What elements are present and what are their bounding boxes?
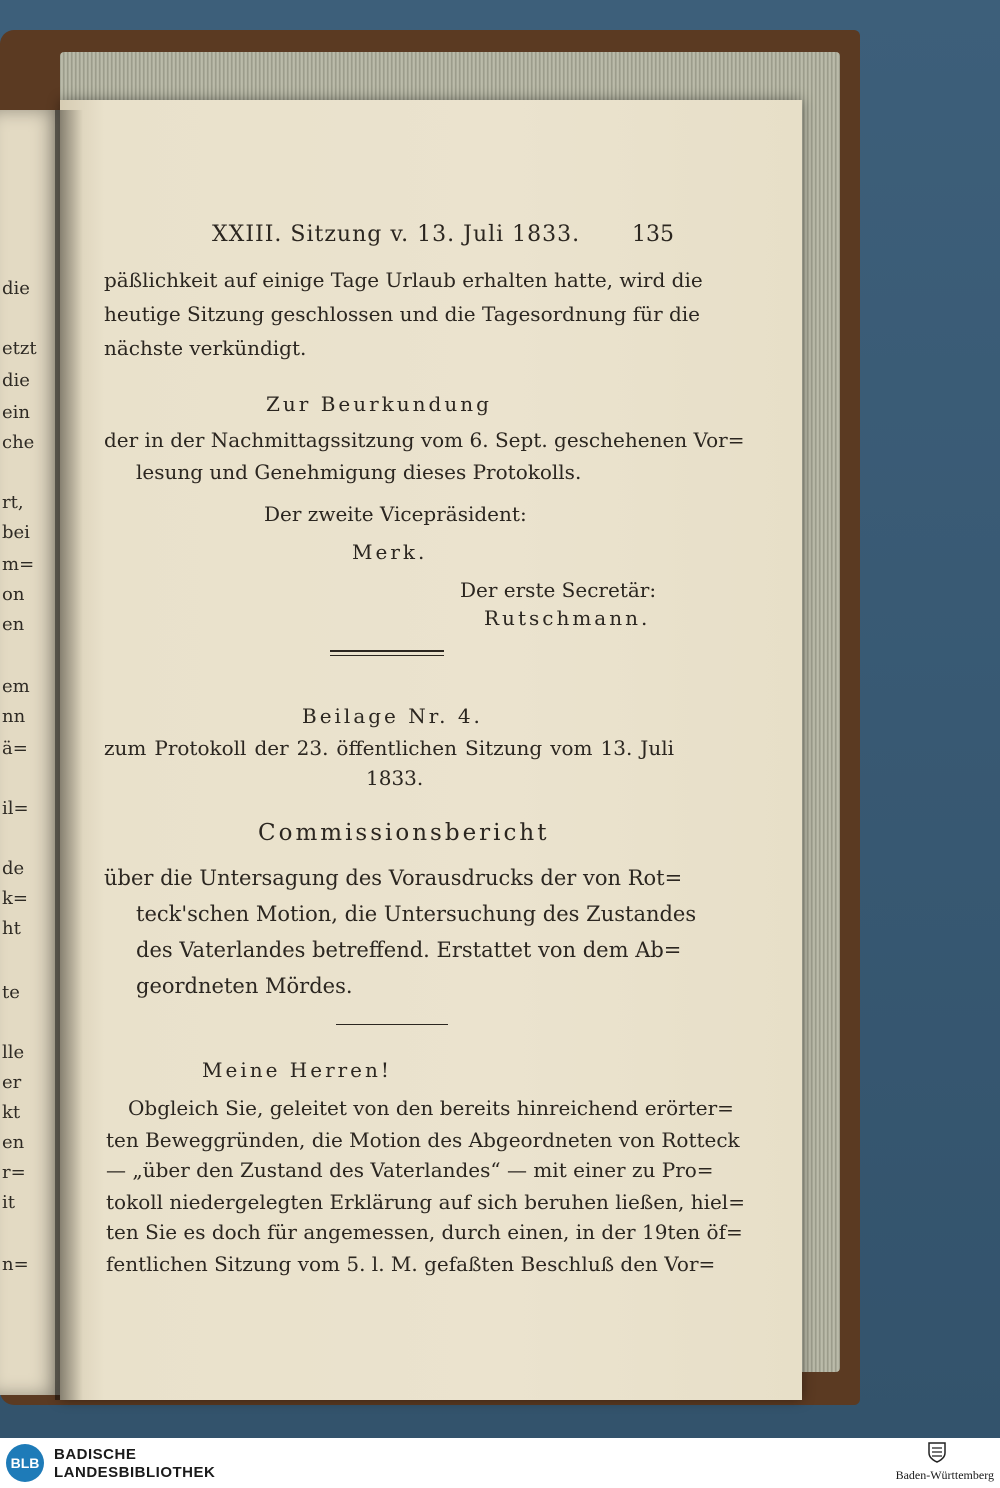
left-fragment: ht — [2, 918, 21, 939]
left-fragment: il= — [2, 798, 29, 819]
divider — [336, 1024, 448, 1025]
gutter-shadow — [55, 110, 83, 1400]
left-fragment: te — [2, 982, 20, 1003]
left-fragment: k= — [2, 888, 28, 909]
text-line: ten Beweggründen, die Motion des Abgeordneten von Rotteck — [106, 1128, 740, 1152]
section-title: Beilage Nr. 4. — [302, 704, 483, 728]
divider — [330, 655, 444, 656]
blb-logo[interactable]: BLB — [6, 1444, 44, 1482]
text-line: 1833. — [366, 766, 424, 790]
text-line: päßlichkeit auf einige Tage Urlaub erhalten hatte, wird die — [104, 268, 703, 292]
text-line: Obgleich Sie, geleitet von den bereits hinreichend erörter= — [128, 1096, 734, 1120]
signature-label: Der zweite Vicepräsident: — [264, 502, 527, 526]
footer-bar — [0, 1438, 1000, 1488]
left-fragment: em — [2, 676, 30, 697]
signature-label: Der erste Secretär: — [460, 578, 657, 602]
text-line: des Vaterlandes betreffend. Erstattet von dem Ab= — [136, 938, 682, 962]
left-fragment: er — [2, 1072, 22, 1093]
text-line: der in der Nachmittagssitzung vom 6. Sept. geschehenen Vor= — [104, 428, 745, 452]
text-line: teck'schen Motion, die Untersuchung des Zustandes — [136, 902, 697, 926]
left-fragment: r= — [2, 1162, 26, 1183]
left-fragment: ein — [2, 402, 31, 423]
coat-of-arms-icon — [926, 1440, 948, 1464]
report-title: Commissionsbericht — [258, 820, 550, 846]
left-fragment: kt — [2, 1102, 21, 1123]
library-name-line2: LANDESBIBLIOTHEK — [54, 1464, 216, 1481]
salutation: Meine Herren! — [202, 1058, 392, 1082]
text-line: zum Protokoll der 23. öffentlichen Sitzung vom 13. Juli — [104, 736, 674, 760]
text-line: lesung und Genehmigung dieses Protokolls. — [136, 460, 582, 484]
left-fragment: che — [2, 432, 35, 453]
divider — [330, 650, 444, 652]
left-fragment: on — [2, 584, 25, 605]
signature-name: Merk. — [352, 540, 428, 564]
text-line: — „über den Zustand des Vaterlandes“ — mit einer zu Pro= — [106, 1158, 714, 1182]
left-fragment: etzt — [2, 338, 37, 359]
text-line: tokoll niedergelegten Erklärung auf sich beruhen ließen, hiel= — [106, 1190, 745, 1214]
text-line: heutige Sitzung geschlossen und die Tagesordnung für die — [104, 302, 701, 326]
left-fragment: lle — [2, 1042, 25, 1063]
page-number: 135 — [632, 222, 674, 247]
library-name-line1: BADISCHE — [54, 1446, 137, 1463]
running-header: XXIII. Sitzung v. 13. Juli 1833. — [212, 222, 581, 247]
signature-name: Rutschmann. — [484, 606, 651, 630]
section-title: Zur Beurkundung — [266, 392, 492, 416]
left-fragment: nn — [2, 706, 26, 727]
left-fragment: en — [2, 614, 25, 635]
state-label: Baden-Württemberg — [895, 1468, 994, 1482]
left-page — [0, 110, 62, 1395]
left-fragment: ä= — [2, 738, 28, 759]
left-fragment: n= — [2, 1254, 29, 1275]
text-line: fentlichen Sitzung vom 5. l. M. gefaßten Beschluß den Vor= — [106, 1252, 716, 1276]
left-fragment: m= — [2, 554, 35, 575]
left-fragment: en — [2, 1132, 25, 1153]
left-fragment: rt, — [2, 492, 24, 513]
left-fragment: de — [2, 858, 25, 879]
text-line: nächste verkündigt. — [104, 336, 307, 360]
left-fragment: die — [2, 278, 30, 299]
text-line: ten Sie es doch für angemessen, durch einen, in der 19ten öf= — [106, 1220, 743, 1244]
left-fragment: die — [2, 370, 30, 391]
left-fragment: it — [2, 1192, 15, 1213]
text-line: über die Untersagung des Vorausdrucks der von Rot= — [104, 866, 683, 890]
text-line: geordneten Mördes. — [136, 974, 353, 998]
left-fragment: bei — [2, 522, 30, 543]
